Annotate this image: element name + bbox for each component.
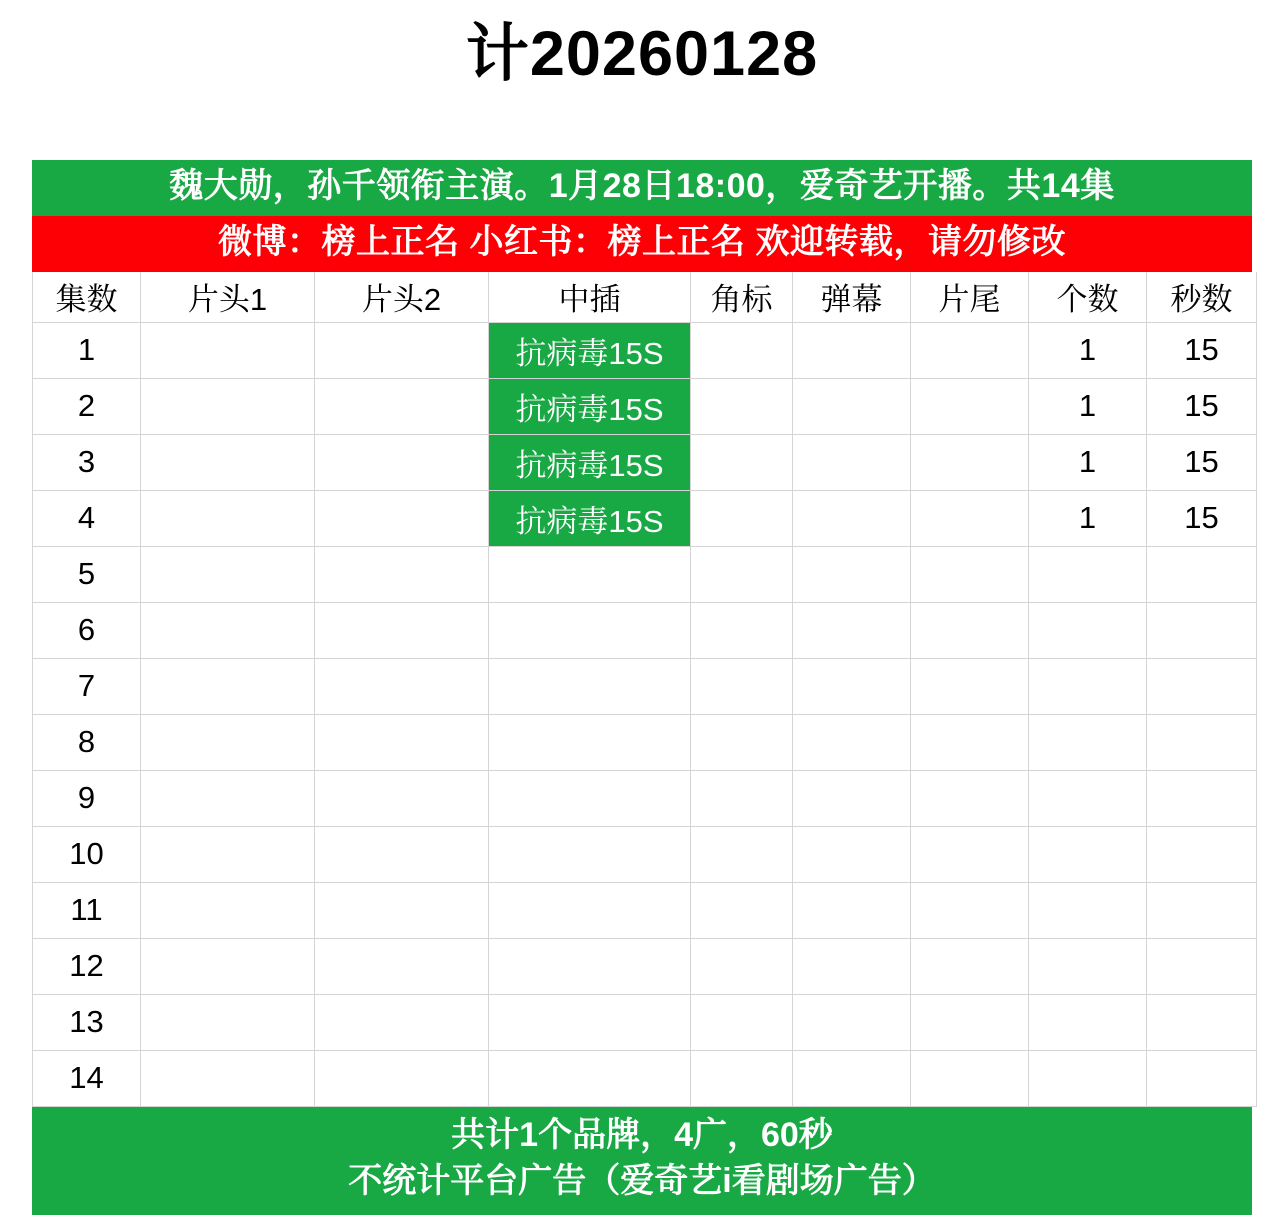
cell-midroll <box>489 938 691 994</box>
cell-midroll <box>489 826 691 882</box>
cell-seconds <box>1147 994 1257 1050</box>
cell-corner <box>691 434 793 490</box>
cell-count: 1 <box>1029 378 1147 434</box>
cell-head1 <box>141 770 315 826</box>
cell-head1 <box>141 378 315 434</box>
cell-head1 <box>141 882 315 938</box>
cell-head1 <box>141 1050 315 1106</box>
cell-count <box>1029 546 1147 602</box>
cell-count <box>1029 938 1147 994</box>
cell-head2 <box>315 994 489 1050</box>
cell-seconds <box>1147 938 1257 994</box>
cell-bullet <box>793 490 911 546</box>
cell-episode: 1 <box>33 322 141 378</box>
page-title: 计20260128 <box>465 19 819 89</box>
table-row <box>33 770 1257 826</box>
cell-head2 <box>315 658 489 714</box>
table-row <box>33 602 1257 658</box>
cell-head2 <box>315 322 489 378</box>
cell-head2 <box>315 602 489 658</box>
column-header-seconds: 秒数 <box>1147 272 1257 323</box>
cell-seconds: 15 <box>1147 322 1257 378</box>
cell-episode: 12 <box>33 938 141 994</box>
cell-seconds: 15 <box>1147 490 1257 546</box>
cell-endroll <box>911 434 1029 490</box>
cell-head1 <box>141 938 315 994</box>
table-header-row <box>33 272 1257 323</box>
cell-head2 <box>315 938 489 994</box>
table-row <box>33 434 1257 490</box>
cell-endroll <box>911 994 1029 1050</box>
cell-bullet <box>793 602 911 658</box>
cell-seconds <box>1147 658 1257 714</box>
cell-bullet <box>793 378 911 434</box>
cell-bullet <box>793 546 911 602</box>
cell-seconds <box>1147 714 1257 770</box>
table-row <box>33 994 1257 1050</box>
table-row <box>33 378 1257 434</box>
cell-endroll <box>911 1050 1029 1106</box>
column-header-head2: 片头2 <box>315 272 489 323</box>
cell-corner <box>691 490 793 546</box>
cell-head2 <box>315 434 489 490</box>
cell-corner <box>691 546 793 602</box>
cell-episode: 8 <box>33 714 141 770</box>
column-header-count: 个数 <box>1029 272 1147 323</box>
cell-bullet <box>793 938 911 994</box>
cell-endroll <box>911 490 1029 546</box>
cell-corner <box>691 378 793 434</box>
cell-endroll <box>911 546 1029 602</box>
cell-count <box>1029 826 1147 882</box>
cell-head1 <box>141 434 315 490</box>
cell-seconds <box>1147 826 1257 882</box>
column-header-head1: 片头1 <box>141 272 315 323</box>
cell-corner <box>691 714 793 770</box>
cell-midroll <box>489 1050 691 1106</box>
cell-seconds <box>1147 1050 1257 1106</box>
cell-head1 <box>141 490 315 546</box>
cell-midroll: 抗病毒15S <box>489 490 691 546</box>
cell-head1 <box>141 714 315 770</box>
cell-head1 <box>141 602 315 658</box>
cell-midroll <box>489 882 691 938</box>
table-row <box>33 490 1257 546</box>
cell-count <box>1029 714 1147 770</box>
cell-bullet <box>793 658 911 714</box>
cell-midroll <box>489 602 691 658</box>
cell-count: 1 <box>1029 434 1147 490</box>
cell-head1 <box>141 546 315 602</box>
cell-head2 <box>315 714 489 770</box>
cell-corner <box>691 322 793 378</box>
cell-head1 <box>141 322 315 378</box>
table-row <box>33 546 1257 602</box>
cell-midroll: 抗病毒15S <box>489 378 691 434</box>
cell-corner <box>691 994 793 1050</box>
cell-count <box>1029 770 1147 826</box>
cell-seconds: 15 <box>1147 378 1257 434</box>
summary-line-1: 共计1个品牌，4广，60秒 <box>451 1115 833 1154</box>
table-row <box>33 322 1257 378</box>
cell-bullet <box>793 1050 911 1106</box>
cell-midroll: 抗病毒15S <box>489 322 691 378</box>
cell-midroll: 抗病毒15S <box>489 434 691 490</box>
cell-count <box>1029 602 1147 658</box>
cell-episode: 3 <box>33 434 141 490</box>
summary-footer <box>32 1107 1252 1215</box>
cell-endroll <box>911 826 1029 882</box>
cell-head2 <box>315 546 489 602</box>
cell-head2 <box>315 490 489 546</box>
cell-episode: 9 <box>33 770 141 826</box>
cell-count <box>1029 994 1147 1050</box>
cell-bullet <box>793 714 911 770</box>
cell-bullet <box>793 826 911 882</box>
table-row <box>33 938 1257 994</box>
cell-episode: 5 <box>33 546 141 602</box>
cell-endroll <box>911 602 1029 658</box>
cell-corner <box>691 882 793 938</box>
cell-midroll <box>489 546 691 602</box>
cell-episode: 14 <box>33 1050 141 1106</box>
schedule-table <box>32 272 1257 1107</box>
cell-endroll <box>911 938 1029 994</box>
cell-endroll <box>911 378 1029 434</box>
column-header-corner: 角标 <box>691 272 793 323</box>
cell-head2 <box>315 1050 489 1106</box>
cell-midroll <box>489 714 691 770</box>
cell-bullet <box>793 322 911 378</box>
cell-corner <box>691 1050 793 1106</box>
source-notice-banner: 微博：榜上正名 小红书：榜上正名 欢迎转载，请勿修改 <box>32 216 1252 272</box>
cell-count: 1 <box>1029 490 1147 546</box>
cell-bullet <box>793 994 911 1050</box>
column-header-bullet: 弹幕 <box>793 272 911 323</box>
show-info-banner: 魏大勋，孙千领衔主演。1月28日18:00，爱奇艺开播。共14集 <box>32 160 1252 216</box>
cell-episode: 4 <box>33 490 141 546</box>
cell-bullet <box>793 882 911 938</box>
cell-midroll <box>489 770 691 826</box>
cell-count <box>1029 658 1147 714</box>
cell-seconds <box>1147 546 1257 602</box>
cell-head2 <box>315 882 489 938</box>
table-row <box>33 658 1257 714</box>
ad-schedule-sheet <box>32 160 1252 1215</box>
table-row <box>33 1050 1257 1106</box>
cell-seconds <box>1147 602 1257 658</box>
cell-episode: 6 <box>33 602 141 658</box>
cell-head2 <box>315 826 489 882</box>
cell-episode: 13 <box>33 994 141 1050</box>
column-header-episode: 集数 <box>33 272 141 323</box>
cell-corner <box>691 602 793 658</box>
cell-episode: 10 <box>33 826 141 882</box>
cell-head2 <box>315 378 489 434</box>
table-row <box>33 714 1257 770</box>
table-row <box>33 882 1257 938</box>
cell-midroll <box>489 658 691 714</box>
cell-head1 <box>141 994 315 1050</box>
cell-corner <box>691 826 793 882</box>
cell-endroll <box>911 658 1029 714</box>
cell-head1 <box>141 658 315 714</box>
cell-endroll <box>911 882 1029 938</box>
cell-endroll <box>911 714 1029 770</box>
table-row <box>33 826 1257 882</box>
cell-corner <box>691 770 793 826</box>
cell-bullet <box>793 434 911 490</box>
summary-line-2: 不统计平台广告（爱奇艺i看剧场广告） <box>348 1161 936 1200</box>
cell-count <box>1029 882 1147 938</box>
cell-episode: 7 <box>33 658 141 714</box>
cell-episode: 2 <box>33 378 141 434</box>
cell-endroll <box>911 770 1029 826</box>
cell-endroll <box>911 322 1029 378</box>
cell-seconds <box>1147 770 1257 826</box>
cell-count: 1 <box>1029 322 1147 378</box>
cell-corner <box>691 938 793 994</box>
cell-head1 <box>141 826 315 882</box>
cell-seconds: 15 <box>1147 434 1257 490</box>
cell-corner <box>691 658 793 714</box>
column-header-midroll: 中插 <box>489 272 691 323</box>
cell-head2 <box>315 770 489 826</box>
cell-count <box>1029 1050 1147 1106</box>
cell-bullet <box>793 770 911 826</box>
column-header-endroll: 片尾 <box>911 272 1029 323</box>
cell-midroll <box>489 994 691 1050</box>
table-body <box>33 322 1257 1106</box>
cell-episode: 11 <box>33 882 141 938</box>
cell-seconds <box>1147 882 1257 938</box>
